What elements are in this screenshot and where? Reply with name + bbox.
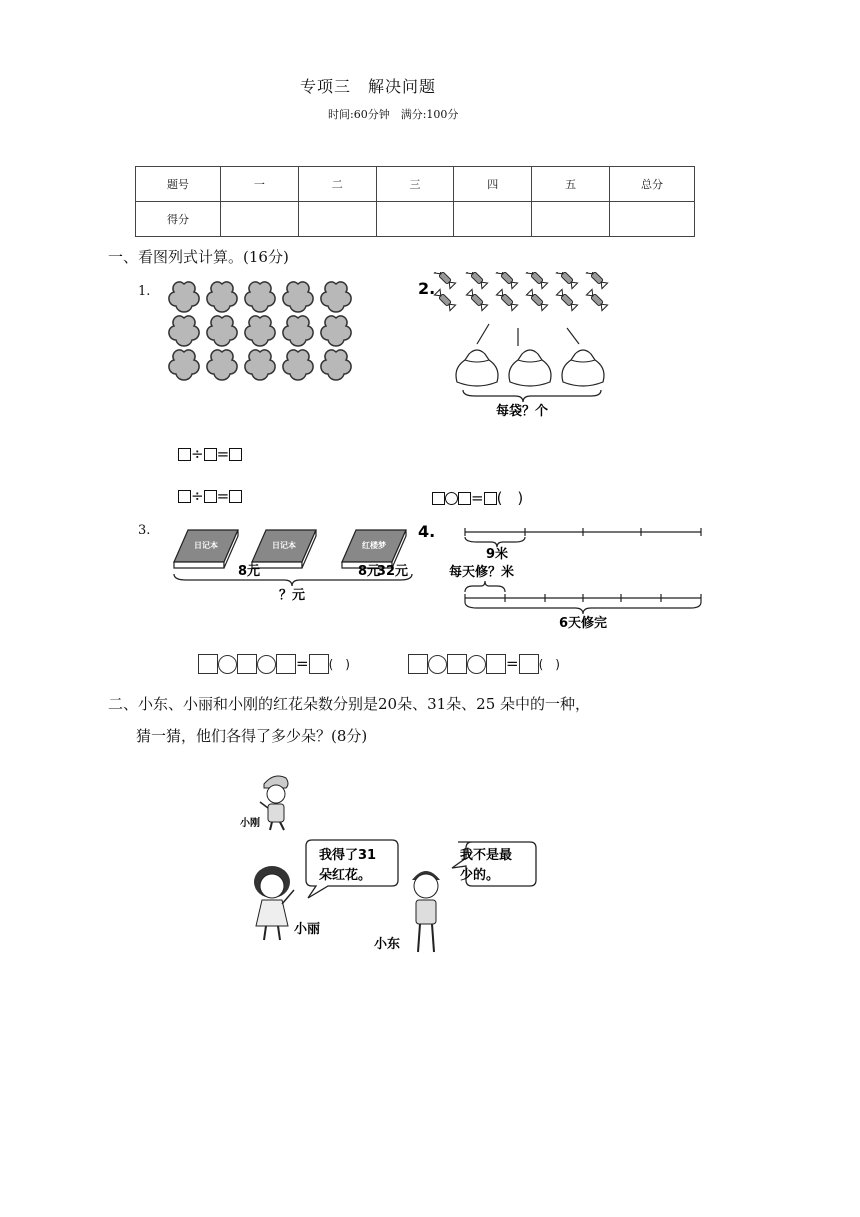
operator-circle[interactable] [257, 655, 276, 674]
operator-circle[interactable] [445, 492, 458, 505]
answer-box[interactable] [408, 654, 428, 674]
flower-icon [207, 350, 237, 380]
flower-icon [169, 282, 199, 312]
name-xiaoli: 小丽 [294, 922, 321, 937]
score-table [135, 166, 695, 237]
answer-box[interactable] [229, 448, 242, 461]
table-cell[interactable] [376, 202, 454, 237]
answer-box[interactable] [484, 492, 497, 505]
flower-icon [321, 282, 351, 312]
flower-icon [245, 350, 275, 380]
answer-box[interactable] [458, 492, 471, 505]
operator-circle[interactable] [467, 655, 486, 674]
flower-icon [283, 350, 313, 380]
flower-icon [245, 316, 275, 346]
xiaogang-figure [260, 776, 288, 830]
table-cell[interactable] [298, 202, 376, 237]
q3-total: ？元 [278, 588, 306, 603]
flower-icon [169, 350, 199, 380]
q3-price3: 32元 [376, 564, 408, 579]
answer-box[interactable] [309, 654, 329, 674]
q1-equation-a[interactable]: ÷ = [178, 445, 242, 463]
answer-box[interactable] [204, 490, 217, 503]
candy-icon [434, 272, 455, 289]
q4-equation[interactable]: = ( ) [408, 654, 560, 674]
q2-label: 2. [418, 279, 436, 298]
flower-icon [245, 282, 275, 312]
answer-box[interactable] [276, 654, 296, 674]
flower-icon [207, 316, 237, 346]
xiaoli-figure [254, 866, 294, 940]
flowers-illustration [150, 278, 360, 386]
book-icon [342, 530, 406, 568]
flower-icon [283, 316, 313, 346]
table-cell[interactable] [454, 202, 532, 237]
page-title: 专项三 解决问题 [300, 77, 437, 96]
bubble-xiaodong-1: 我不是最 [460, 848, 513, 863]
name-xiaogang: 小刚 [240, 818, 260, 829]
table-cell: 得分 [136, 202, 221, 237]
table-cell: 五 [532, 167, 610, 202]
flower-icon [321, 350, 351, 380]
children-illustration [230, 770, 560, 960]
book-title: 日记本 [194, 541, 218, 550]
answer-box[interactable] [204, 448, 217, 461]
candy-icon [434, 289, 455, 310]
bubble-xiaodong-2: 少的。 [460, 868, 500, 883]
page-subtitle: 时间:60分钟 满分:100分 [328, 108, 459, 121]
answer-box[interactable] [178, 490, 191, 503]
answer-box[interactable] [237, 654, 257, 674]
candy-icon [556, 289, 577, 310]
table-cell: 三 [376, 167, 454, 202]
book-icon [174, 530, 238, 568]
answer-box[interactable] [447, 654, 467, 674]
flower-icon [169, 316, 199, 346]
table-cell[interactable] [532, 202, 610, 237]
q3-label: 3. [138, 523, 151, 538]
candy-bags-illustration [415, 272, 635, 422]
table-cell: 题号 [136, 167, 221, 202]
table-cell[interactable] [610, 202, 695, 237]
candy-icon [526, 289, 547, 310]
q3-price1: 8元 [358, 564, 381, 579]
candy-icon [556, 272, 577, 289]
table-cell: 二 [298, 167, 376, 202]
q3-equation[interactable]: = ( ) [198, 654, 350, 674]
answer-box[interactable] [432, 492, 445, 505]
section1-heading: 一、看图列式计算。(16分) [108, 248, 289, 266]
books-illustration [160, 522, 420, 604]
bag-icon [509, 350, 551, 386]
candy-icon [496, 272, 517, 289]
candy-icon [526, 272, 547, 289]
answer-box[interactable] [519, 654, 539, 674]
table-cell: 一 [221, 167, 299, 202]
bag-icon [562, 350, 604, 386]
candy-icon [466, 272, 487, 289]
flower-icon [207, 282, 237, 312]
candy-icon [466, 289, 487, 310]
q4-label: 4. [418, 522, 436, 541]
q1-equation-b[interactable]: ÷ = [178, 487, 242, 505]
operator-circle[interactable] [218, 655, 237, 674]
road-diagram [415, 520, 715, 635]
candy-icon [496, 289, 517, 310]
bubble-xiaoli-1: 我得了31 [319, 848, 377, 863]
answer-box[interactable] [229, 490, 242, 503]
table-row [136, 167, 695, 202]
table-row [136, 202, 695, 237]
bubble-xiaoli-2: 朵红花。 [319, 868, 372, 883]
book-icon [252, 530, 316, 568]
q4-bottom: 6天修完 [558, 616, 608, 631]
operator-circle[interactable] [428, 655, 447, 674]
q1-label: 1. [138, 284, 151, 299]
q2-equation[interactable]: = ( ) [432, 487, 523, 508]
q4-mid: 每天修？米 [449, 565, 515, 580]
table-cell: 四 [454, 167, 532, 202]
section2-heading-line2: 猜一猜，他们各得了多少朵？(8分) [136, 727, 368, 745]
xiaodong-figure [412, 871, 440, 952]
answer-box[interactable] [198, 654, 218, 674]
book-title: 日记本 [272, 541, 296, 550]
q4-top: 9米 [485, 547, 509, 562]
flower-icon [321, 316, 351, 346]
candy-icon [586, 272, 607, 289]
table-cell: 总分 [610, 167, 695, 202]
q2-caption: 每袋？个 [495, 404, 549, 419]
name-xiaodong: 小东 [374, 937, 401, 952]
book-title: 红楼梦 [362, 541, 386, 550]
table-cell[interactable] [221, 202, 299, 237]
bag-icon [456, 350, 498, 386]
answer-box[interactable] [178, 448, 191, 461]
flower-icon [283, 282, 313, 312]
candy-icon [586, 289, 607, 310]
section2-heading-line1: 二、小东、小丽和小刚的红花朵数分别是20朵、31朵、25 朵中的一种， [108, 695, 591, 713]
answer-box[interactable] [486, 654, 506, 674]
q3-price1b: 8元 [237, 564, 260, 579]
